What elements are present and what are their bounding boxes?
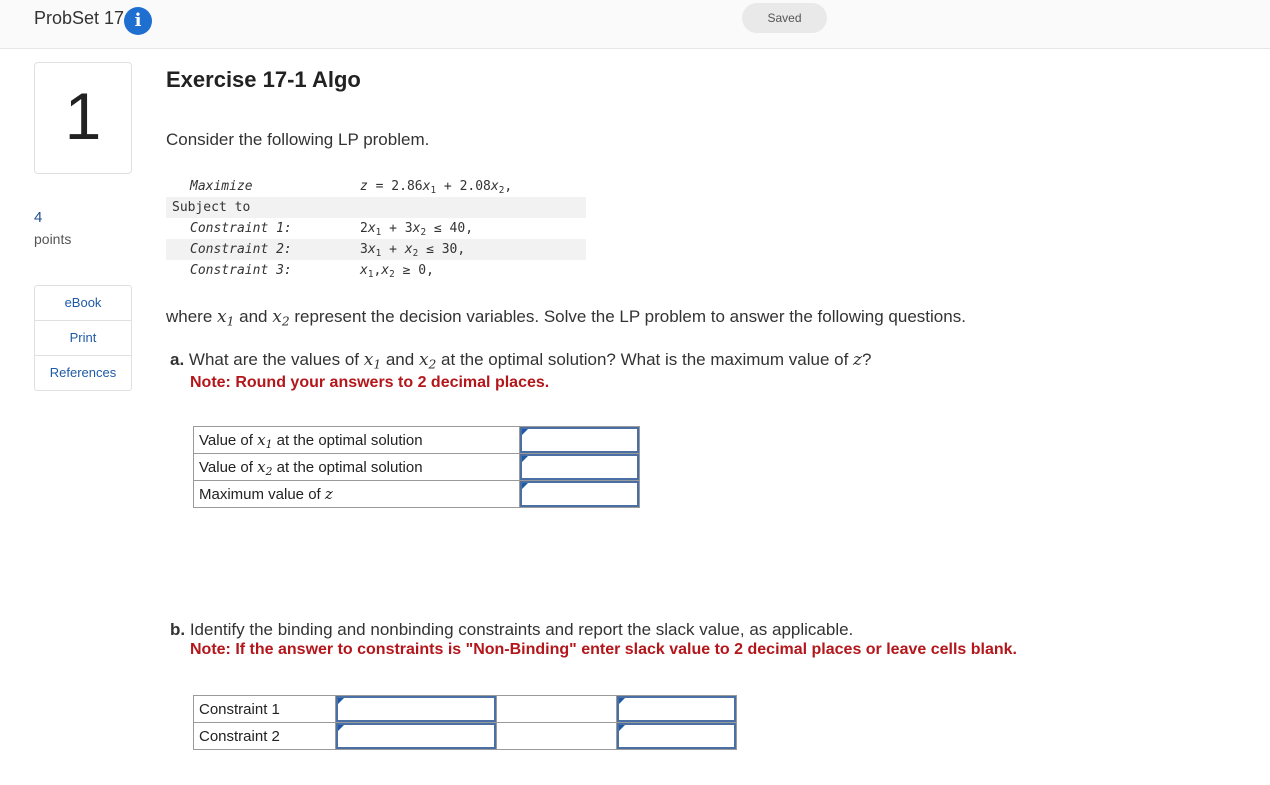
constraint-3-expression: $x_1,x_2 \ge 0$, — [360, 263, 434, 280]
max-z-label — [194, 481, 520, 508]
problem-set-title: ProbSet 17 — [34, 8, 125, 28]
constraint-2-expression: $3x_1 + x_2 \le 30$, — [360, 242, 466, 259]
constraint-1-label: Constraint 1: — [190, 221, 292, 236]
lp-problem-block — [166, 176, 586, 281]
part-a-text-3: at the optimal solution? What is the maximum value of — [436, 350, 854, 369]
print-link[interactable]: Print — [35, 321, 131, 356]
part-a-text-4: ? — [862, 350, 872, 369]
part-a-answer-table — [193, 426, 640, 508]
question-number-box — [34, 62, 132, 174]
table-row — [194, 427, 640, 454]
constraint-2-blank-cell — [497, 723, 617, 750]
row-label-text: Maximum value of — [199, 486, 325, 503]
part-a-text-2: and — [381, 350, 419, 369]
table-row — [194, 454, 640, 481]
constraint-1-slack-input[interactable] — [617, 696, 736, 722]
row-label-text: Value of — [199, 432, 258, 449]
constraint-1-binding-cell — [336, 696, 497, 723]
constraint-1-slack-cell — [617, 696, 737, 723]
table-row — [194, 723, 737, 750]
part-b-answer-table — [193, 695, 737, 750]
lp-constraint-2-row — [166, 239, 586, 260]
question-number: 1 — [64, 79, 102, 153]
part-b-letter: b. — [170, 620, 186, 639]
max-z-cell — [520, 481, 640, 508]
points-value: 4 — [34, 209, 43, 226]
subject-to-label: Subject to — [172, 200, 251, 215]
maximize-label: Maximize — [190, 179, 253, 194]
var-z: z — [324, 485, 333, 503]
exercise-title: Exercise 17-1 Algo — [166, 67, 361, 92]
part-b-note: Note: If the answer to constraints is "Non-Binding" enter slack value to 2 decimal places or leave cells blank. — [190, 641, 1017, 658]
constraint-2-label: Constraint 2: — [190, 242, 292, 257]
var-z: z — [853, 350, 862, 370]
var-x1: $x_1$ — [217, 307, 235, 329]
x2-value-cell — [520, 454, 640, 481]
constraint-2-row-label: Constraint 2 — [194, 723, 336, 750]
where-text-2: and — [234, 307, 273, 326]
var-x2: $x_2$ — [418, 350, 437, 372]
lp-objective-row — [166, 176, 586, 197]
lp-subject-row — [166, 197, 586, 218]
part-a-letter: a. — [170, 350, 185, 369]
var-x1: $x_1$ — [363, 350, 382, 372]
row-label-text: Value of — [199, 459, 258, 476]
constraint-3-label: Constraint 3: — [190, 263, 292, 278]
constraint-1-blank-cell — [497, 696, 617, 723]
part-a-question — [170, 350, 871, 370]
resource-links — [34, 285, 132, 391]
constraint-2-binding-select[interactable] — [336, 723, 496, 749]
part-a-note: Note: Round your answers to 2 decimal places. — [190, 374, 550, 391]
row-label-text: at the optimal solution — [272, 459, 423, 476]
info-icon[interactable]: i — [124, 7, 152, 35]
saved-status-badge: Saved — [742, 3, 827, 33]
where-text-1: where — [166, 307, 218, 326]
var-x1: $x_1$ — [257, 431, 273, 452]
objective-function: $z = 2.86x_1 + 2.08x_2$, — [360, 179, 513, 196]
points-label: points — [34, 231, 72, 247]
where-statement — [166, 307, 966, 327]
x2-value-input[interactable] — [520, 454, 639, 480]
ebook-link[interactable]: eBook — [35, 286, 131, 321]
table-row — [194, 696, 737, 723]
x1-value-input[interactable] — [520, 427, 639, 453]
part-b-text: Identify the binding and nonbinding constraints and report the slack value, as applicable. — [185, 620, 854, 639]
constraint-1-expression: $2x_1 + 3x_2 \le 40$, — [360, 221, 474, 238]
top-bar — [0, 0, 1270, 49]
x2-value-label — [194, 454, 520, 481]
constraint-1-binding-select[interactable] — [336, 696, 496, 722]
references-link[interactable]: References — [49, 365, 117, 380]
lp-constraint-1-row — [166, 218, 586, 239]
constraint-2-binding-cell — [336, 723, 497, 750]
part-b-question — [170, 620, 853, 640]
where-text-3: represent the decision variables. Solve the LP problem to answer the following questions. — [289, 307, 966, 326]
part-a-text-1: What are the values of — [184, 350, 364, 369]
exercise-intro: Consider the following LP problem. — [166, 130, 430, 149]
table-row — [194, 481, 640, 508]
constraint-1-row-label: Constraint 1 — [194, 696, 336, 723]
x1-value-label — [194, 427, 520, 454]
lp-constraint-3-row — [166, 260, 586, 281]
max-z-input[interactable] — [520, 481, 639, 507]
x1-value-cell — [520, 427, 640, 454]
constraint-2-slack-cell — [617, 723, 737, 750]
constraint-2-slack-input[interactable] — [617, 723, 736, 749]
row-label-text: at the optimal solution — [272, 432, 423, 449]
var-x2: $x_2$ — [272, 307, 290, 329]
var-x2: $x_2$ — [257, 458, 273, 479]
